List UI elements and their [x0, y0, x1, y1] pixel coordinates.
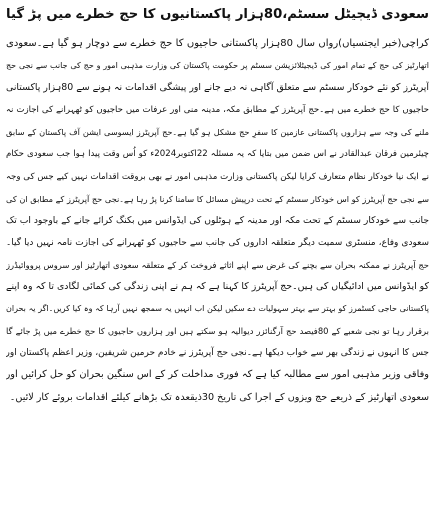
- article-line: نے ایک نیا خودکار نظام متعارف کرایا لیکن پاکستانی وزارت مذہبی امور نے بھی بروقت اقدامات نہیں کیے جس کی وجہ: [6, 171, 429, 182]
- article-line: برقرار رہا تو نجی شعبے کے 80فیصد حج آرگنائزر دیوالیہ ہو سکتے ہیں اور ہزاروں حاجیوں کا حج خطرے میں پڑ جائے گا: [6, 326, 429, 337]
- article-body: [6, 33, 429, 409]
- article-line: پاکستانی حاجی کسٹمرز کو بہتر سے بہتر سہولیات دے سکیں لیکن اب انہیں یہ سمجھ نہیں آرہا کہ وہ کیا کریں۔اگر یہ بحران: [6, 304, 429, 314]
- article-line: جانب سے خودکار سسٹم کے تحت مکہ اور مدینہ کے ہوٹلوں کی ایڈوانس میں بکنگ کرائے جانے کے باوجود اب تک: [6, 214, 429, 226]
- article-line: سے نجی حج آپریٹرز کو اس خودکار سسٹم کے تحت درپیش مسائل کا سامنا کرنا پڑ رہا ہے۔نجی حج آپریٹرز کے مطابق ان کی: [6, 193, 429, 204]
- article-line: سعودی وفاع، منسٹری سمیت دیگر متعلقہ اداروں کی جانب سے حاجیوں کو ٹھہرانے کی اجازت نامہ نہیں دیا گیا۔: [6, 237, 429, 248]
- article-line: اتھارٹیز کی حج کے تمام امور کی ڈیجیٹلائزیشن سسٹم پر حکومت پاکستان کی وزارت مذہبی امور و حج کی جانب سے نجی حج: [6, 61, 429, 71]
- article-line: حاجیوں کا حج خطرے میں ہے۔حج آپریٹرز کے مطابق مکہ، مدینہ منی اور عرفات میں حاجیوں کو ٹھہرانے کی اجازت نہ: [6, 105, 429, 116]
- article-line: وفاقی وزیر مذہبی امور سے مطالبہ کیا ہے کہ فوری مداخلت کر کے اس سنگین بحران کو حل کرائیں اور: [6, 369, 429, 381]
- article-headline: سعودی ڈیجیٹل سسٹم،80ہزار پاکستانیوں کا حج خطرے میں پڑ گیا: [6, 7, 429, 22]
- article-line: جس کا انہوں نے زندگی بھر سے خواب دیکھا ہے۔نجی حج آپریٹرز نے خادم حرمین شریفین، وزیر اعظم پاکستان اور: [6, 348, 429, 359]
- article-line: آپریٹرز کو نئے خودکار سسٹم سے متعلق آگاہی نہ دیے جانے اور پیشگی اقدامات نہ ہونے سے 80ہزار پاکستانی: [6, 82, 429, 94]
- article-line: سعودی اتھارٹیز کے ذریعے حج ویزوں کے اجرا کی تاریخ 30ذیقعدہ تک بڑھانے کیلئے اقدامات بروئے کار لائیں۔: [9, 391, 429, 403]
- article-line: کراچی(خبر ایجنسیاں)رواں سال 80ہزار پاکستانی حاجیوں کا حج خطرے سے دوچار ہو گیا ہے۔سعودی: [6, 38, 429, 49]
- article-line: ملنے کی وجہ سے ہزاروں پاکستانی عازمین کا سفرِ حج مشکل ہو گیا ہے۔حج آپریٹرز ایسوسی ایشن آف پاکستان کے سابق: [6, 127, 429, 138]
- article-line: حج آپریٹرز نے ممکنہ بحران سے بچنے کی غرض سے اپنے اثاثے فروخت کر کے متعلقہ سعودی اتھارٹیز اور سروس پرووائیڈرز: [6, 259, 429, 270]
- article-line: چیئرمین فرقان عبدالقادر نے اس ضمن میں بتایا کہ یہ مسئلہ 22اکتوبر2024ء کو اُس وقت پیدا ہوا جب سعودی حکام: [6, 149, 429, 160]
- article-line: کو ایڈوانس میں ادائیگیاں کی ہیں۔حج آپریٹرز کا کہنا ہے کہ ہم نے اپنی زندگی کی کمائی لگادی تا کہ وہ اپنے: [6, 281, 429, 293]
